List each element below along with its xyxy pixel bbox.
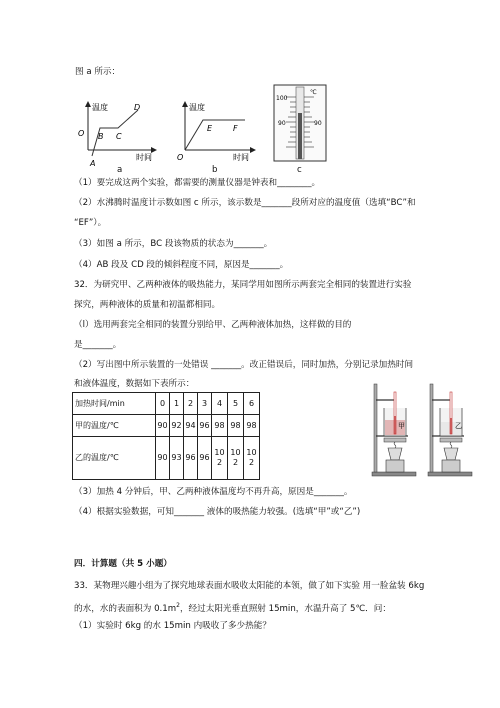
- apparatus-label-jia: 甲: [398, 422, 405, 430]
- fig-a-ylabel: 温度: [92, 103, 108, 112]
- section-4-heading: 四．计算题（共 5 小题）: [74, 559, 172, 569]
- table-cell: 90: [156, 415, 170, 437]
- fig-a-point-D: D: [134, 103, 141, 112]
- table-cell: 2: [184, 393, 198, 415]
- table-cell: 93: [170, 437, 184, 480]
- table-cell: 甲的温度/℃: [73, 415, 156, 437]
- table-cell: 92: [170, 415, 184, 437]
- q32-l1: 32．为研究甲、乙两种液体的吸热能力，某同学用如图所示两套完全相同的装置进行实验: [74, 280, 412, 290]
- fig-a-xlabel: 时间: [136, 153, 152, 162]
- table-cell: 90: [156, 437, 170, 480]
- q32-l2: 探究，两种液体的质量和初温都相同。: [74, 300, 221, 310]
- table-cell: 3: [198, 393, 212, 415]
- table-cell: 94: [184, 415, 198, 437]
- q32-l7: （3）加热 4 分钟后，甲、乙两种液体温度均不再升高，原因是_______。: [74, 487, 353, 497]
- q31-s4: （4）AB 段及 CD 段的倾斜程度不同，原因是_______。: [74, 260, 289, 270]
- table-row-yi: [73, 437, 260, 480]
- table-cell: 10 2: [228, 437, 244, 480]
- table-cell: 96: [198, 437, 212, 480]
- q32-l6: 和液体温度，数据如下表所示：: [74, 379, 195, 389]
- q31-s2a: （2）水沸腾时温度计示数如图 c 所示，该示数是_______段所对应的温度值（选填“BC”和: [74, 198, 416, 208]
- intro-text: 图 a 所示：: [75, 67, 121, 77]
- apparatus-label-yi: 乙: [455, 422, 462, 430]
- table-cell: 5: [228, 393, 244, 415]
- q33-l3: （1）实验时 6kg 的水 15min 内吸收了多少热能？: [74, 621, 271, 631]
- figure-a-caption: a: [117, 165, 123, 175]
- table-cell: 98: [228, 415, 244, 437]
- fig-b-point-F: F: [233, 124, 238, 133]
- fig-c-unit: ℃: [310, 89, 317, 96]
- table-cell: 4: [212, 393, 228, 415]
- q32-l8: （4）根据实验数据，可知_______ 液体的吸热能力较强。(选填“甲”或“乙”): [74, 507, 361, 517]
- figure-a-graph: [70, 98, 160, 178]
- heating-data-table: [72, 392, 260, 480]
- table-cell: 加热时间/min: [73, 393, 156, 415]
- heating-apparatus-figure: [368, 378, 480, 478]
- fig-b-origin: O: [177, 153, 184, 162]
- fig-a-point-B: B: [98, 132, 104, 141]
- fig-a-origin: O: [78, 129, 85, 138]
- fig-c-label-100-left: 100: [276, 95, 288, 102]
- table-cell: 0: [156, 393, 170, 415]
- q31-s1: （1）要完成这两个实验，都需要的测量仪器是钟表和________。: [74, 178, 321, 188]
- q32-l4: 是_______。: [74, 340, 122, 350]
- fig-b-point-E: E: [207, 124, 213, 133]
- q31-s3: （3）如图 a 所示，BC 段该物质的状态为_______。: [74, 239, 273, 249]
- fig-c-label-90-left: 90: [278, 120, 286, 127]
- figure-b-graph: [175, 98, 265, 178]
- fig-a-point-A: A: [90, 159, 96, 168]
- table-cell: 98: [244, 415, 260, 437]
- table-row-time: [73, 393, 260, 415]
- apparatus-yi: [428, 384, 472, 476]
- fig-c-label-90-right: 90: [314, 120, 322, 127]
- table-cell: 6: [244, 393, 260, 415]
- fig-b-xlabel: 时间: [233, 153, 249, 162]
- table-cell: 乙的温度/℃: [73, 437, 156, 480]
- table-cell: 10 2: [212, 437, 228, 480]
- figure-c-thermometer: [272, 83, 328, 163]
- table-cell: 96: [184, 437, 198, 480]
- table-row-jia: [73, 415, 260, 437]
- fig-b-ylabel: 温度: [189, 103, 205, 112]
- table-cell: 10 2: [244, 437, 260, 480]
- q33-l2-part1: 的水，水的表面积为 0.1m: [74, 603, 177, 614]
- table-cell: 96: [198, 415, 212, 437]
- q32-l5: （2）写出图中所示装置的一处错误 _______。改正错误后，同时加热，分别记录加热时间: [74, 360, 414, 370]
- q31-s2b: “EF”）。: [74, 218, 107, 228]
- table-cell: 98: [212, 415, 228, 437]
- table-cell: 1: [170, 393, 184, 415]
- q33-l2: [74, 600, 391, 615]
- q32-l3: （l）选用两套完全相同的装置分别给甲、乙两种液体加热，这样做的目的: [74, 320, 352, 330]
- q33-l2-part2: ，经过太阳光垂直照射 15min，水温升高了 5℃．问：: [179, 603, 391, 614]
- q33-l1: 33．某物理兴趣小组为了探究地球表面水吸收太阳能的本领，做了如下实验 用一脸盆装 6kg: [74, 581, 425, 591]
- figure-c-caption: c: [297, 165, 302, 175]
- apparatus-jia: [372, 384, 416, 476]
- q33-l2-superscript: 2: [176, 602, 180, 609]
- figure-b-caption: b: [212, 165, 218, 175]
- fig-a-point-C: C: [116, 132, 122, 141]
